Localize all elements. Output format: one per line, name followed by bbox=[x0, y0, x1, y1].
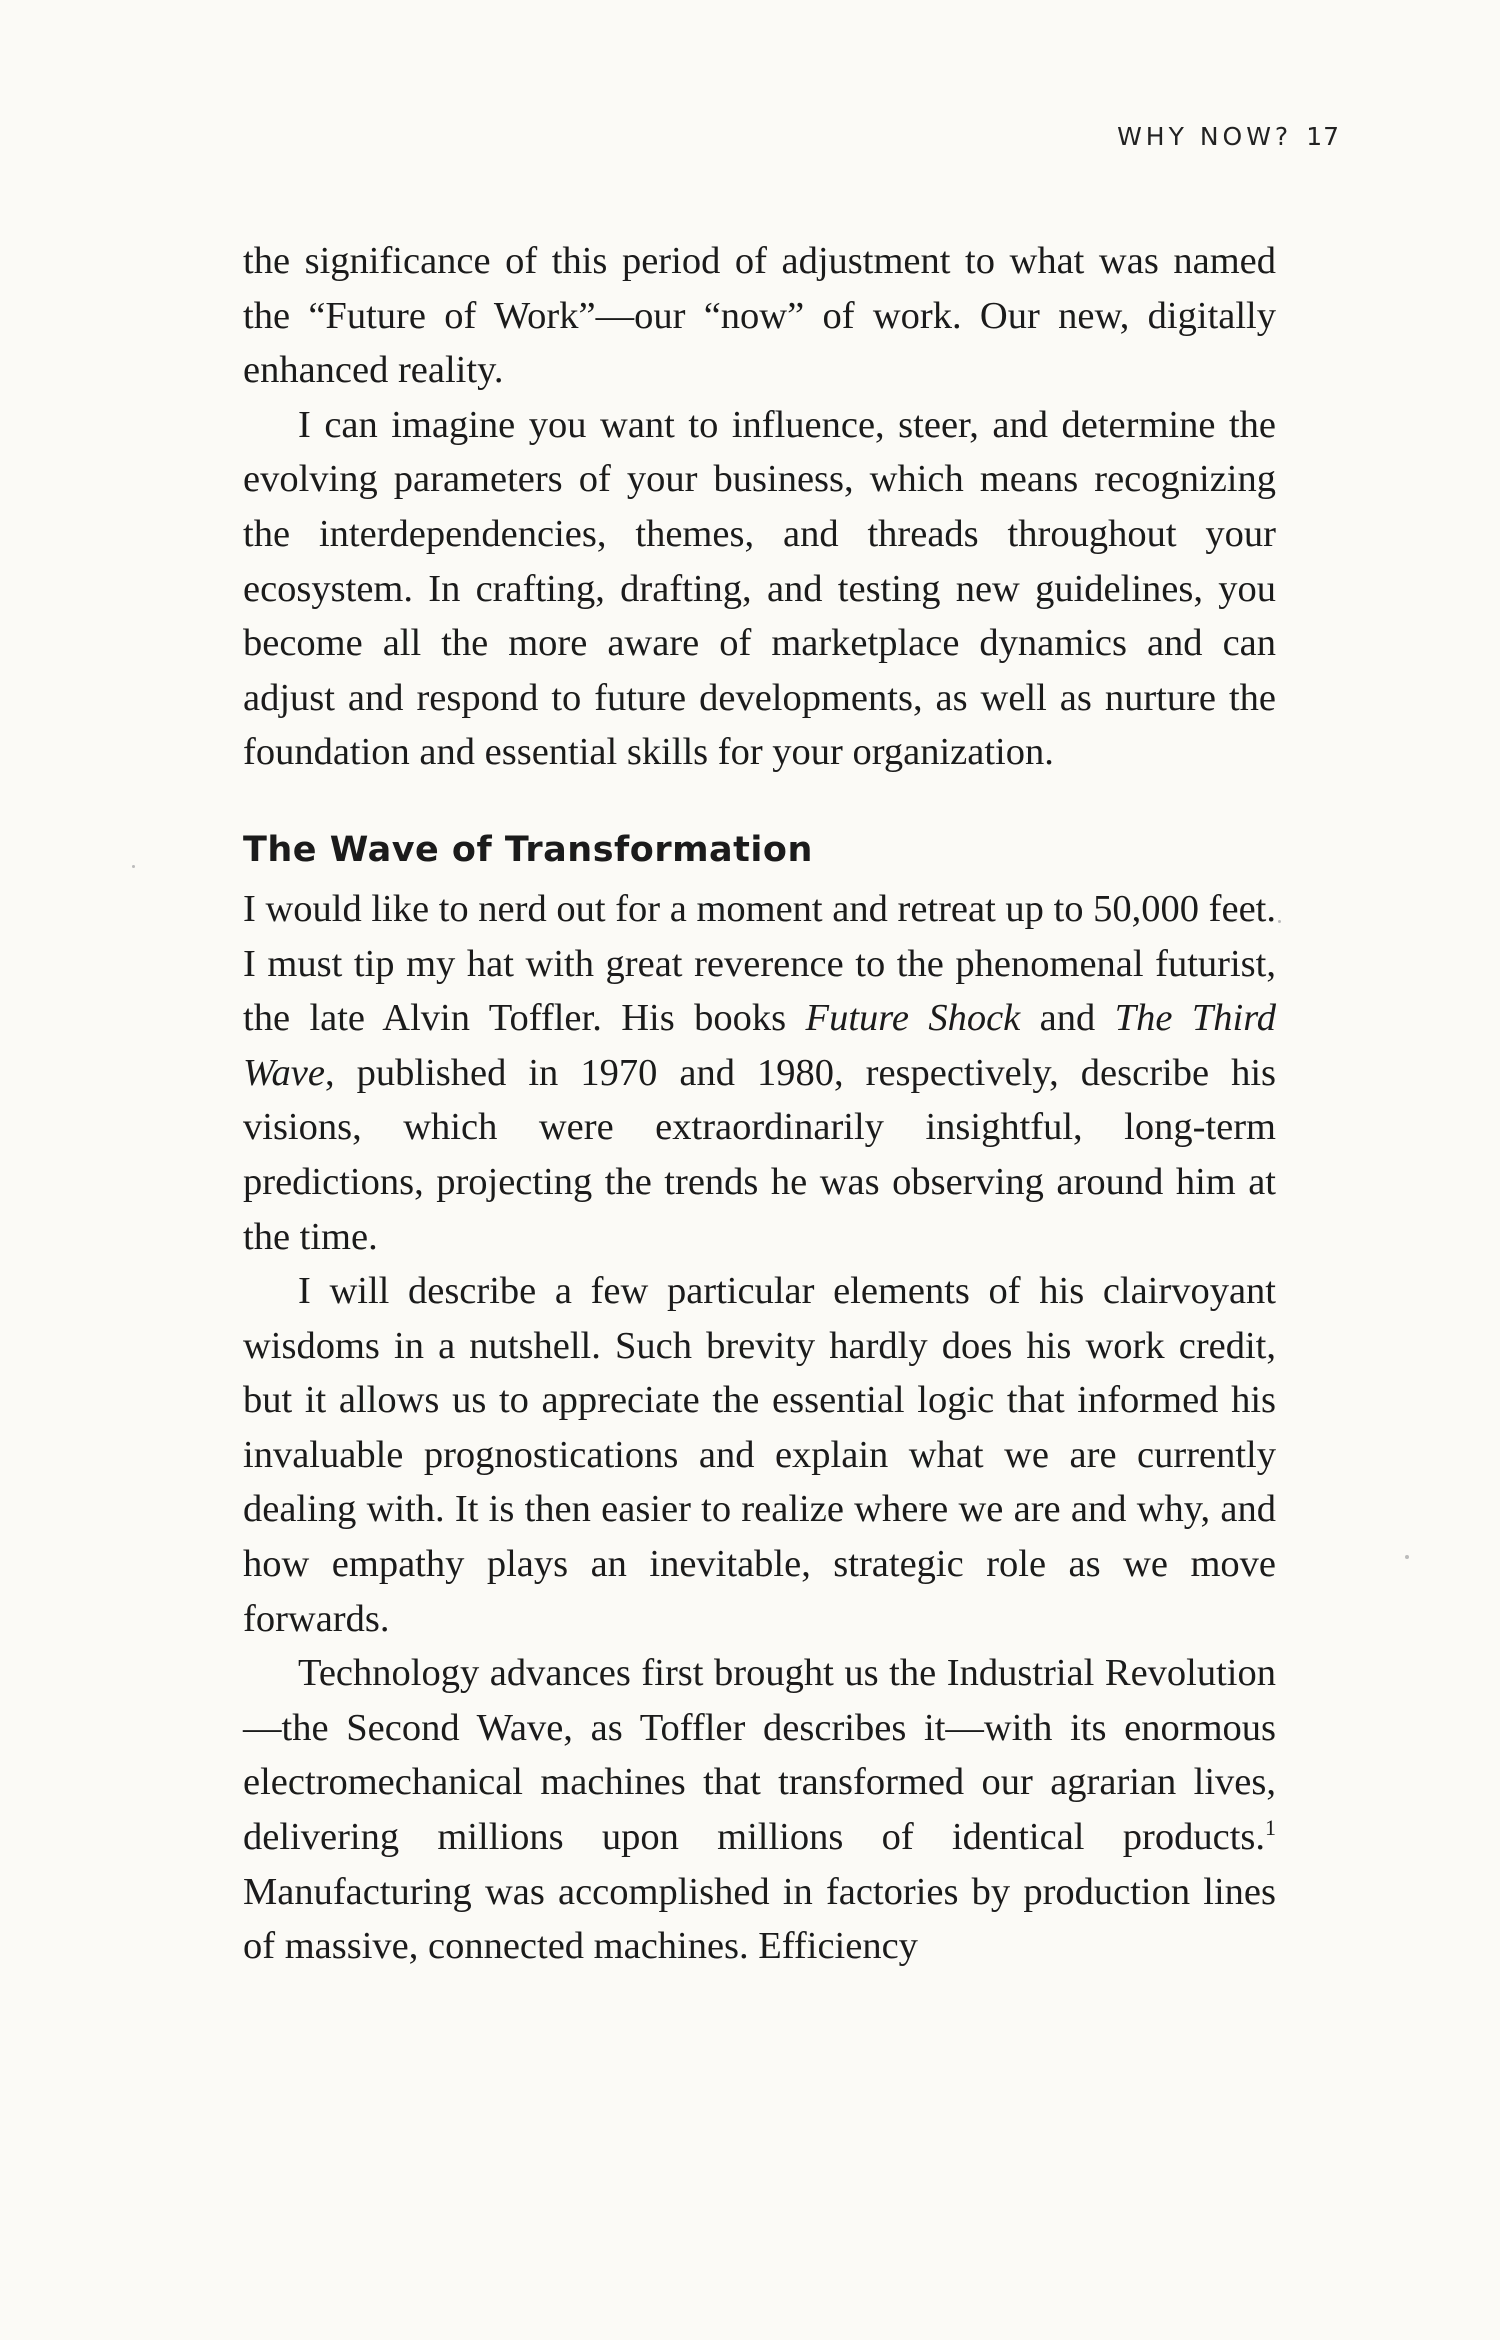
paragraph-text: Technology advances first brought us the Industrial Revolution—the Second Wave, as Toffler describes it—with its enormous electromechanical machines that transformed our agrarian lives, delivering millions upon millions of identical products. bbox=[243, 1652, 1276, 1859]
paragraph bbox=[243, 1646, 1276, 1974]
section-heading: The Wave of Transformation bbox=[243, 829, 813, 870]
paragraph: I can imagine you want to influence, steer, and determine the evolving parameters of your business, which means recognizing the interdependencies, themes, and threads throughout your ecosystem. In crafting, drafting, and testing new guidelines, you become all the more aware of marketplace dynamics and can adjust and respond to future developments, as well as nurture the foundation and essential skills for your organization. bbox=[243, 403, 1276, 774]
page-number: 17 bbox=[1306, 122, 1340, 151]
paragraph-text: and bbox=[1020, 997, 1115, 1040]
paper-speck bbox=[1405, 1555, 1409, 1559]
paragraph bbox=[243, 882, 1276, 1264]
paragraph-text: Manufacturing was accomplished in factories by production lines of massive, connected machines. Efficiency bbox=[243, 1870, 1276, 1968]
running-head-title: WHY NOW? bbox=[1117, 122, 1293, 151]
paper-speck bbox=[1278, 920, 1281, 923]
paper-speck bbox=[132, 865, 135, 868]
book-title: Future Shock bbox=[805, 997, 1021, 1040]
paragraph-text: I would like to nerd out for a moment and retreat up to 50,000 feet. I must tip my hat with great reverence to the phenomenal futurist, the late Alvin Toffler. His books bbox=[243, 887, 1276, 1040]
footnote-marker: 1 bbox=[1265, 1815, 1276, 1841]
body-text bbox=[243, 234, 1276, 1974]
book-title: The Third Wave bbox=[243, 997, 1276, 1094]
paragraph-text: , published in 1970 and 1980, respectively, describe his visions, which were extraordinarily insightful, long-term predictions, projecting the trends he was observing around him at the time. bbox=[243, 1051, 1276, 1258]
paragraph-continued: the significance of this period of adjustment to what was named the “Future of Work”—our “now” of work. Our new, digitally enhanced reality. bbox=[243, 240, 1276, 392]
running-head bbox=[1117, 122, 1340, 151]
paragraph: I will describe a few particular elements of his clairvoyant wisdoms in a nutshell. Such brevity hardly does his work credit, but it allows us to appreciate the essential logic that informed his invaluable prognostications and explain what we are currently dealing with. It is then easier to realize where we are and why, and how empathy plays an inevitable, strategic role as we move forwards. bbox=[243, 1270, 1276, 1640]
